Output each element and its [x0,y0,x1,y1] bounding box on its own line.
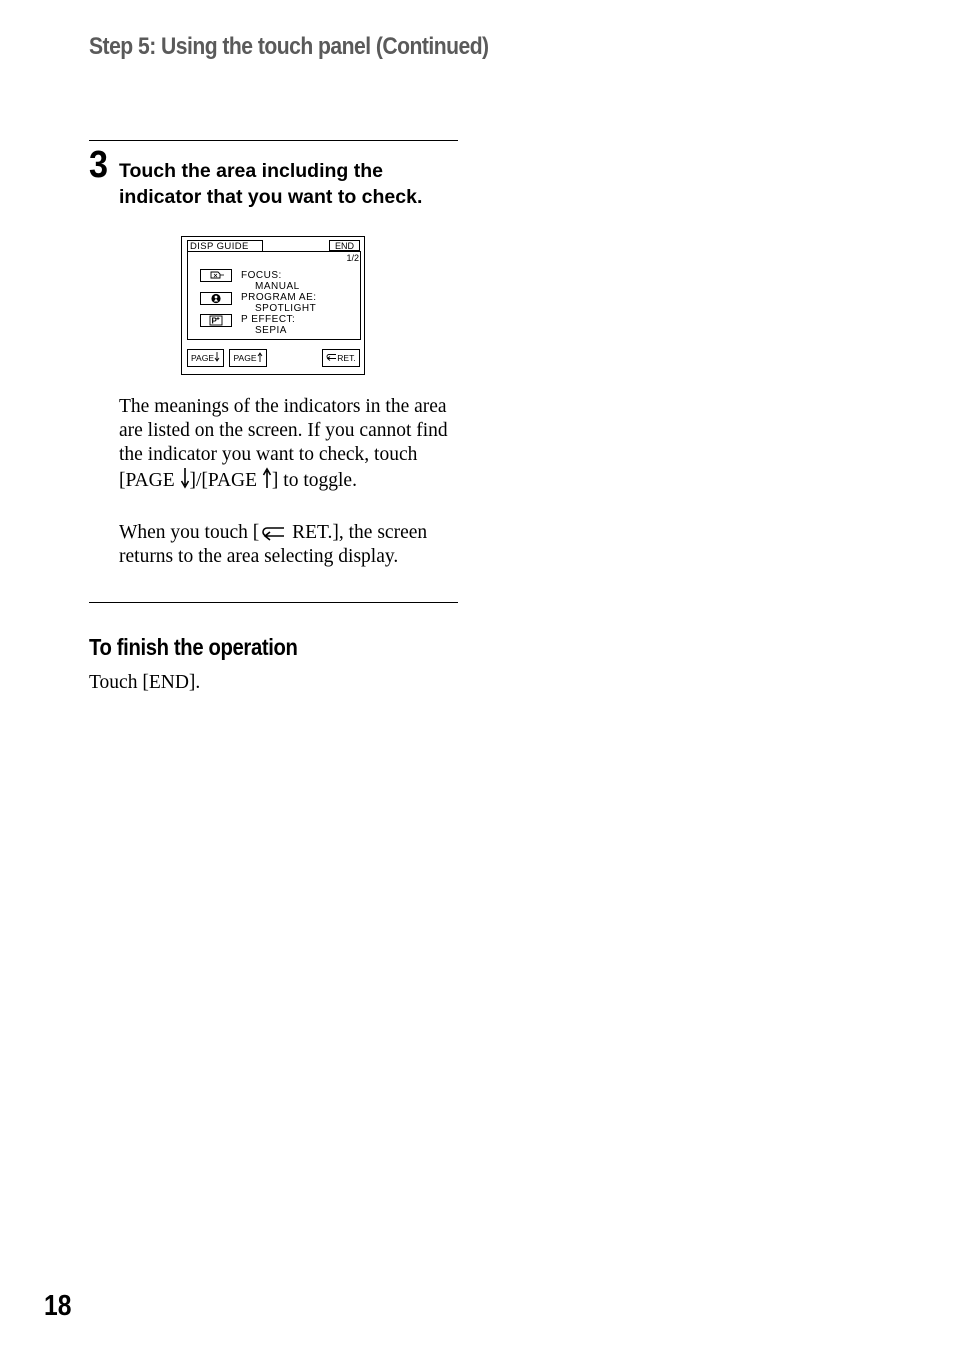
arrow-up-icon [262,467,272,489]
return-icon [326,353,337,362]
body-text-segment: ] to toggle. [271,470,357,491]
lcd-page-up-button[interactable] [229,349,267,367]
section-rule-top [89,140,458,141]
lcd-item-value: SEPIA [255,325,287,336]
arrow-down-icon [180,467,190,489]
step-heading: Touch the area including the indicator that you want to check. [119,160,423,208]
arrow-up-icon [257,352,263,362]
lcd-end-button[interactable]: END [329,240,360,251]
lcd-ret-label: RET. [337,353,356,363]
lcd-item-label: P EFFECT: [241,314,296,325]
body-text-segment: The meanings of the indicators in the area are listed on the screen. If you cannot find the indicator you want to check, touch [PAGE [119,396,448,491]
finish-instruction: Touch [END]. [89,672,201,693]
lcd-page-down-label: PAGE [191,353,214,363]
lcd-item-value: SPOTLIGHT [255,303,317,314]
page-header-title: Step 5: Using the touch panel (Continued) [89,33,489,60]
finish-section-heading: To finish the operation [89,634,298,660]
body-text-segment: RET.], the screen returns to the area selecting display. [119,522,428,567]
spotlight-icon [200,292,232,305]
page-number: 18 [44,1290,72,1322]
lcd-item-value: MANUAL [255,281,300,292]
body-text-segment: ]/[PAGE [189,470,262,491]
lcd-disp-guide-tab: DISP GUIDE [187,240,263,251]
svg-text:P: P [211,316,217,326]
manual-focus-icon [200,269,232,282]
lcd-ret-button[interactable] [322,349,360,367]
section-rule-bottom [89,602,458,603]
lcd-item-label: FOCUS: [241,270,282,281]
lcd-page-down-button[interactable] [187,349,224,367]
body-paragraph-return [119,521,464,569]
step-number: 3 [89,144,109,186]
lcd-screen-illustration [181,236,365,375]
lcd-indicator-panel [187,251,361,340]
body-paragraph-indicators [119,395,464,493]
lcd-item-label: PROGRAM AE: [241,292,317,303]
return-icon [259,524,287,542]
lcd-page-up-label: PAGE [233,353,257,363]
body-text-segment: When you touch [ [119,522,260,543]
picture-effect-icon [200,314,232,327]
arrow-down-icon [214,352,220,362]
lcd-page-indicator: 1/2 [346,253,359,263]
